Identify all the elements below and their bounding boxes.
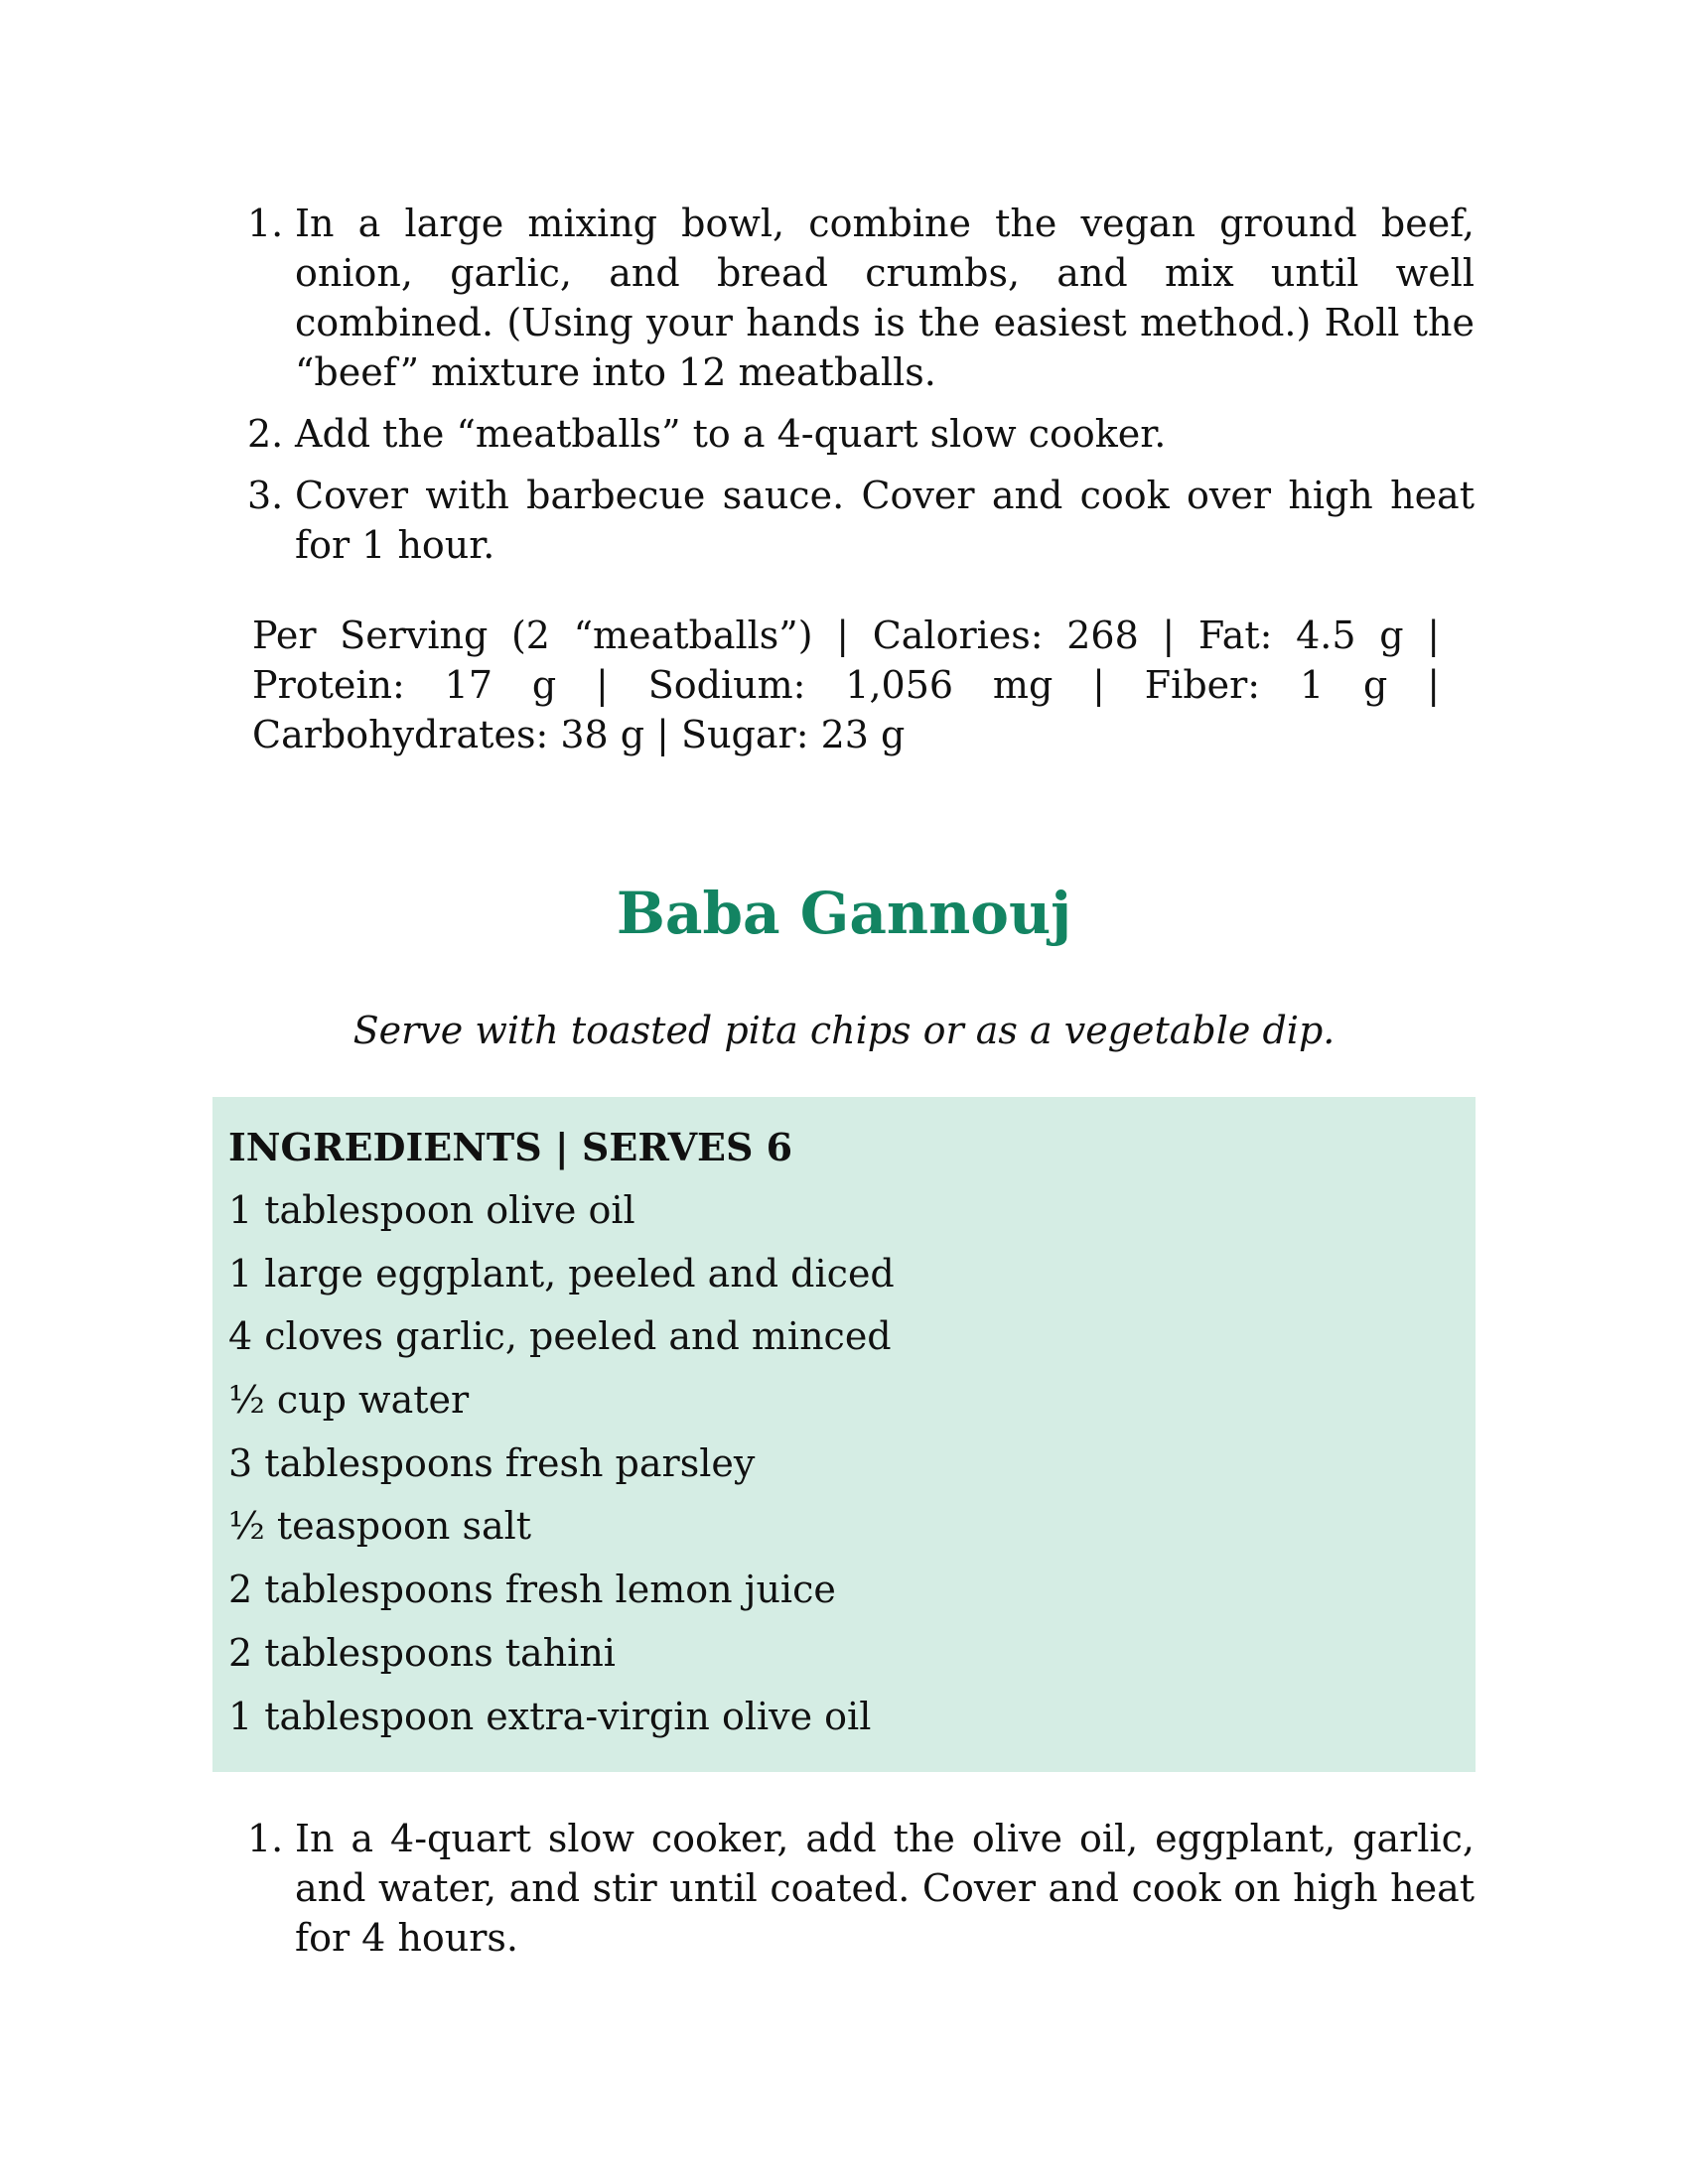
step-text: In a large mixing bowl, combine the vegan ground beef, onion, garlic, and bread crumbs, and mix until well combined. (Using your hands is the easiest method.) Roll the “beef” mixture into 12 meatballs. [295, 202, 1475, 394]
ingredient-item: 3 tablespoons fresh parsley [228, 1440, 756, 1485]
step-item [247, 1814, 1475, 1963]
ingredient-item: 2 tablespoons fresh lemon juice [228, 1568, 836, 1612]
ingredient-item: 4 cloves garlic, peeled and minced [228, 1314, 892, 1359]
step-text: In a 4-quart slow cooker, add the olive oil, eggplant, garlic, and water, and stir until coated. Cover and cook on high heat for 4 hours. [295, 1817, 1475, 1960]
ingredient-item: ¹⁄₂ teaspoon salt [228, 1504, 532, 1549]
previous-recipe-steps [247, 199, 1475, 582]
ingredient-list [228, 1185, 1460, 1754]
ingredients-heading: INGREDIENTS | SERVES 6 [228, 1125, 793, 1169]
recipe-subtitle: Serve with toasted pita chips or as a vegetable dip. [352, 1009, 1336, 1052]
recipe-steps [247, 1814, 1475, 1975]
ingredient-item: ¹⁄₂ cup water [228, 1378, 470, 1423]
ingredient-item: 1 tablespoon extra-virgin olive oil [228, 1694, 872, 1738]
nutrition-info: Per Serving (2 “meatballs”) | Calories: 268 | Fat: 4.5 g | Protein: 17 g | Sodium: 1,056 mg | Fiber: 1 g | Carbohydrates: 38 g | Sugar: 23 g [252, 614, 1440, 756]
ingredient-item: 2 tablespoons tahini [228, 1630, 616, 1675]
step-text: Add the “meatballs” to a 4-quart slow cooker. [295, 412, 1167, 456]
step-number: 3. [247, 474, 284, 517]
step-item [247, 409, 1475, 459]
step-item [247, 471, 1475, 570]
step-number: 1. [247, 1817, 284, 1860]
step-item [247, 199, 1475, 397]
recipe-title: Baba Gannouj [616, 880, 1072, 947]
ingredient-item: 1 tablespoon olive oil [228, 1188, 635, 1232]
step-number: 1. [247, 202, 284, 245]
step-number: 2. [247, 412, 284, 456]
ingredients-box [212, 1097, 1476, 1772]
ingredient-item: 1 large eggplant, peeled and diced [228, 1251, 895, 1296]
step-text: Cover with barbecue sauce. Cover and cook over high heat for 1 hour. [295, 474, 1475, 567]
